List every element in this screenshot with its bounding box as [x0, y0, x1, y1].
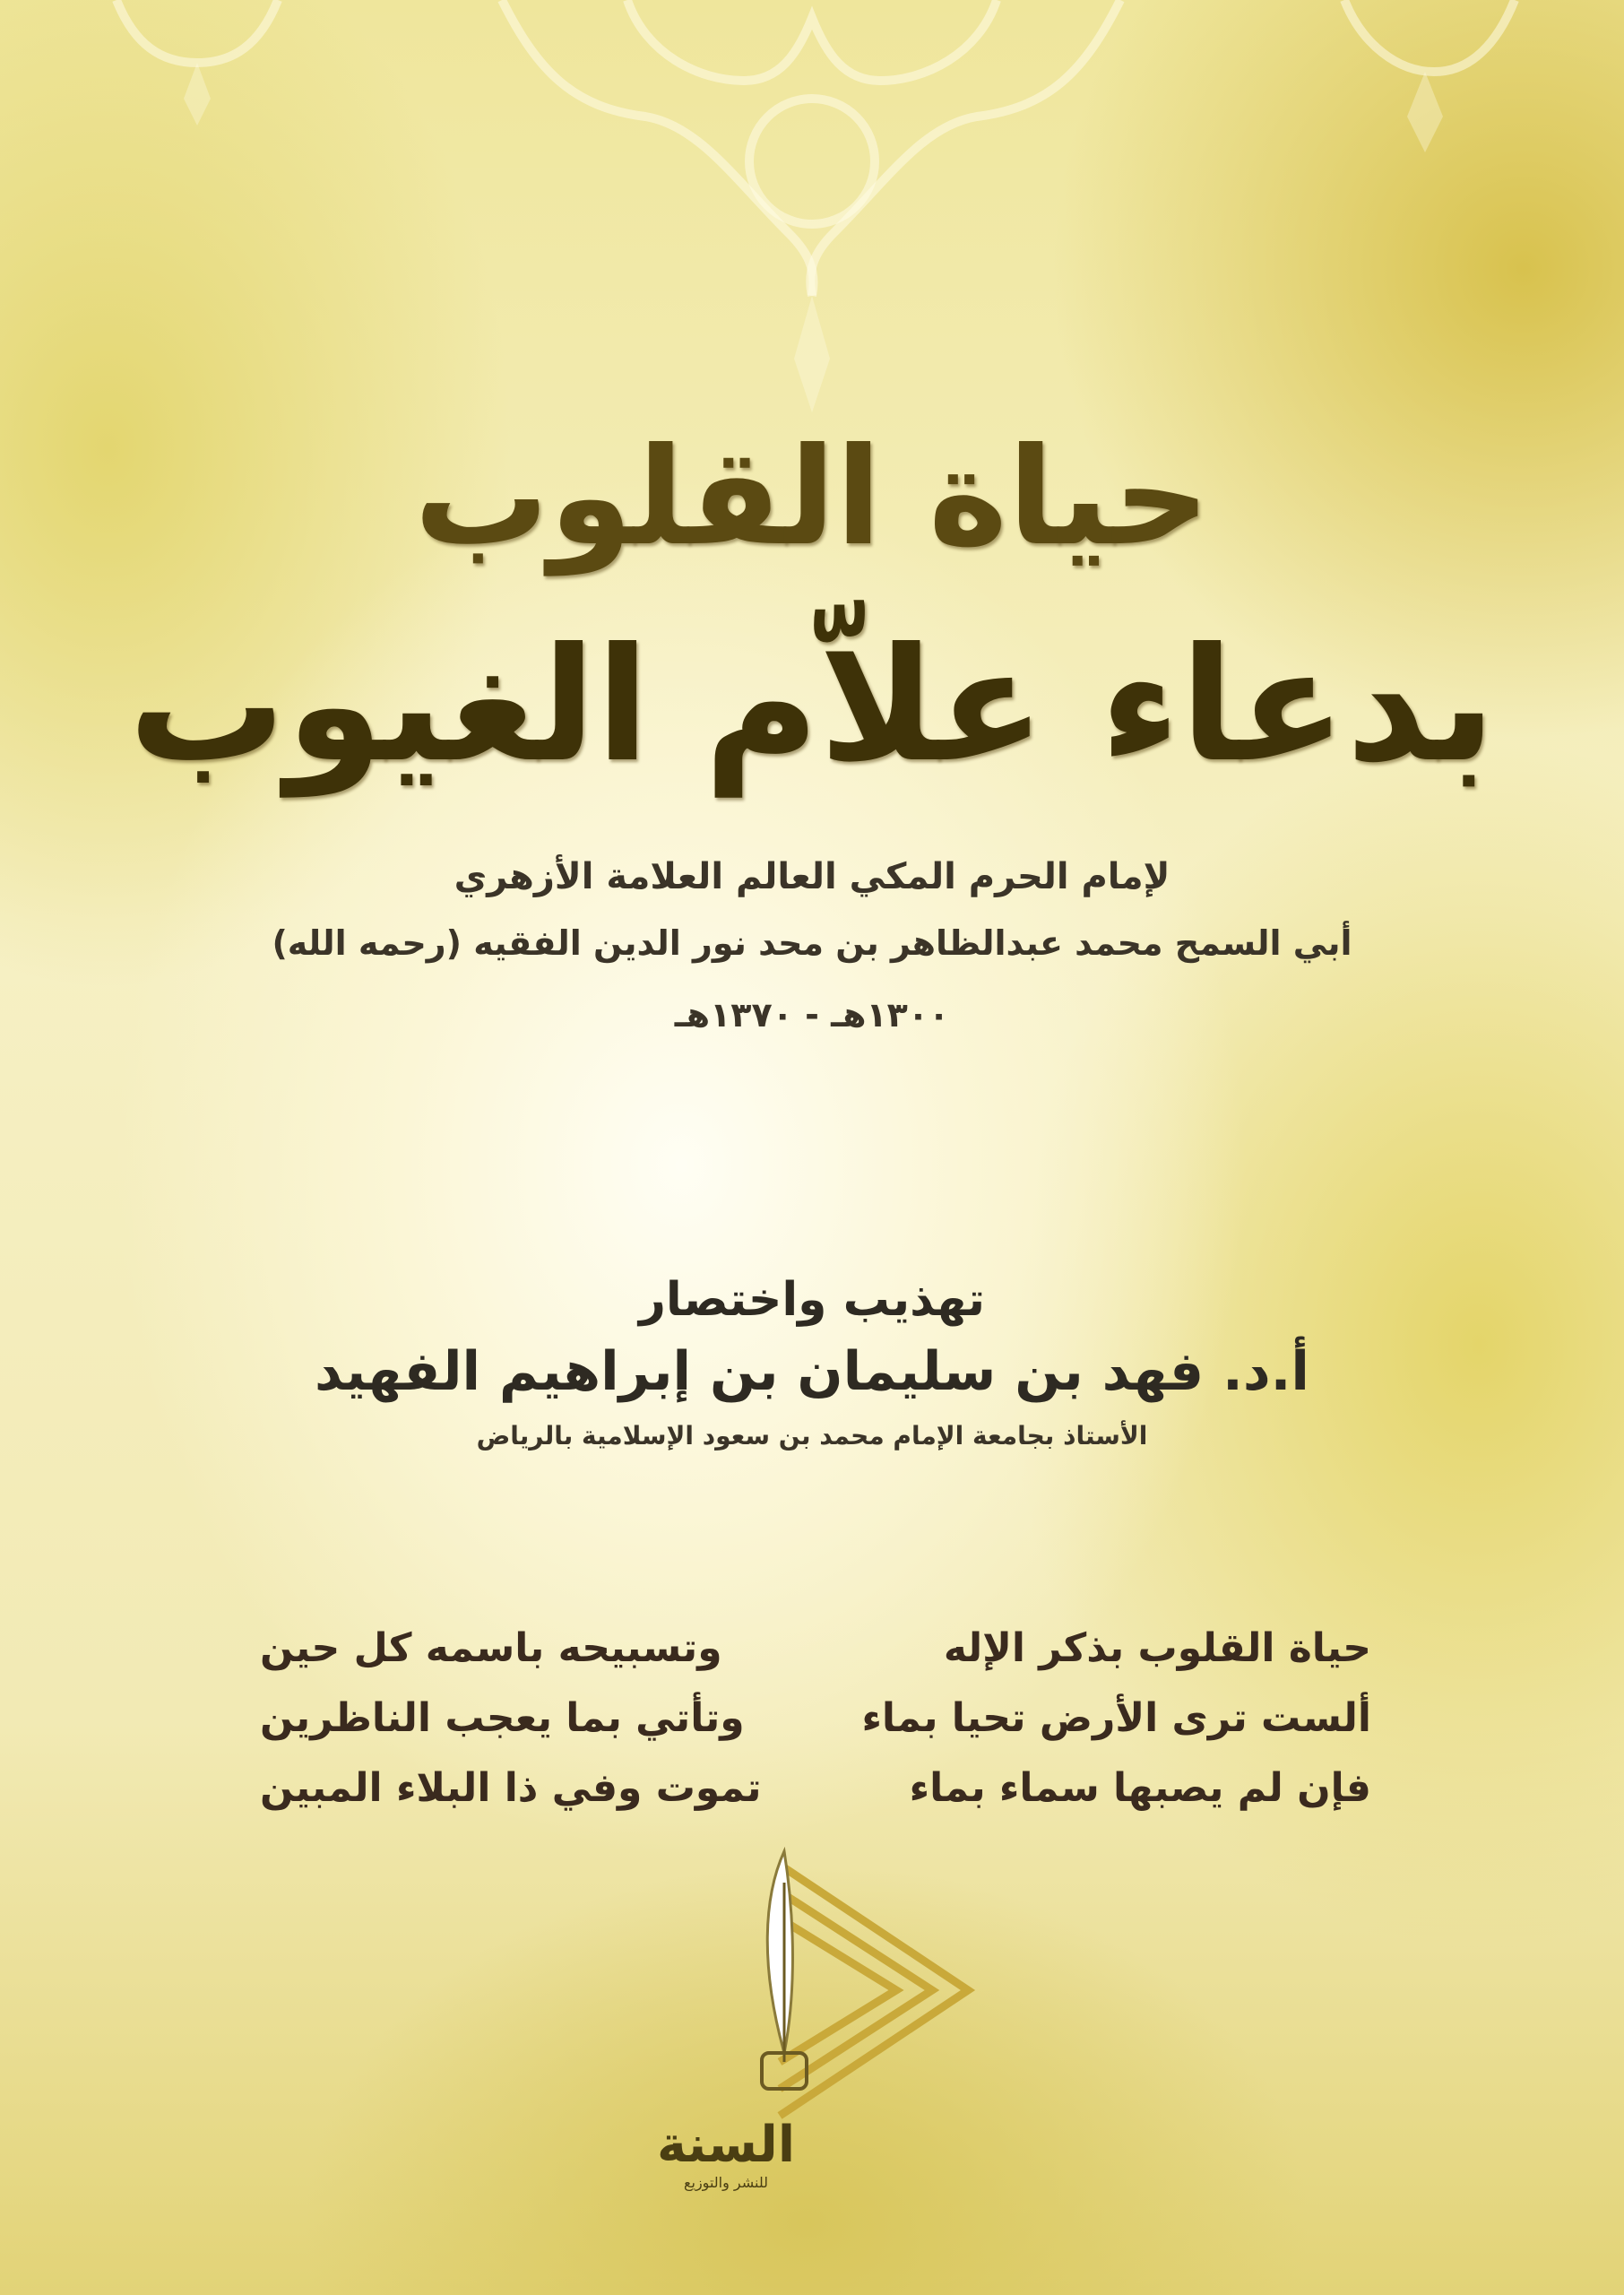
- publisher-tagline: للنشر والتوزيع: [683, 2174, 769, 2191]
- poem: [260, 1614, 1371, 1829]
- poem-verse: [260, 1684, 1371, 1754]
- poem-first-hemistich: ألست ترى الأرض تحيا بماء: [861, 1695, 1371, 1741]
- author-intro: لإمام الحرم المكي العالم العلامة الأزهري: [454, 856, 1170, 897]
- editor-role: تهذيب واختصار: [638, 1273, 986, 1327]
- editor-affiliation: الأستاذ بجامعة الإمام محمد بن سعود الإسلامية بالرياض: [476, 1421, 1148, 1451]
- poem-first-hemistich: حياة القلوب بذكر الإله: [943, 1625, 1371, 1671]
- poem-verse: [260, 1754, 1371, 1823]
- title-line-2: بدعاء علاّم الغيوب: [128, 615, 1496, 797]
- poem-second-hemistich: وتسبيحه باسمه كل حين: [260, 1625, 722, 1671]
- editor-name: أ.د. فهد بن سليمان بن إبراهيم الفهيد: [315, 1340, 1309, 1403]
- poem-second-hemistich: تموت وفي ذا البلاء المبين: [260, 1765, 762, 1811]
- author-dates: ١٣٠٠هـ - ١٣٧٠هـ: [674, 995, 950, 1035]
- author-name: أبي السمح محمد عبدالظاهر بن محد نور الدين الفقيه (رحمه الله): [272, 923, 1352, 963]
- publisher-name: السنة: [656, 2116, 796, 2174]
- poem-verse: [260, 1614, 1371, 1684]
- top-ornament: [0, 0, 1624, 466]
- poem-second-hemistich: وتأتي بما يعجب الناظرين: [260, 1695, 745, 1741]
- poem-first-hemistich: فإن لم يصبها سماء بماء: [909, 1765, 1371, 1811]
- title-line-1: حياة القلوب: [413, 420, 1211, 576]
